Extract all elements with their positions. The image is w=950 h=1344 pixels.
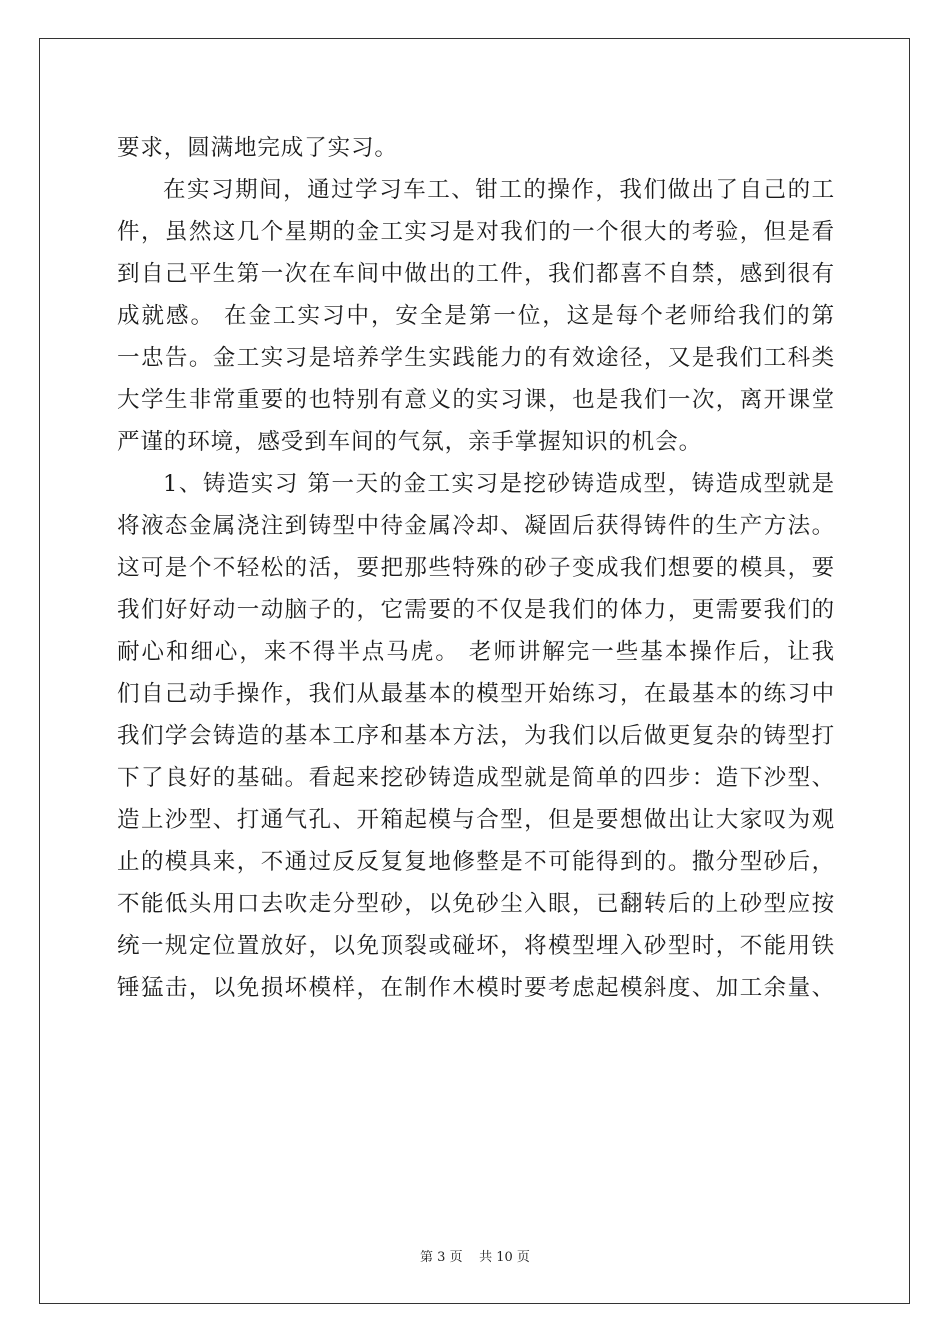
text-line: 耐心和细心，来不得半点马虎。 老师讲解完一些基本操作后，让我 — [117, 639, 835, 665]
text-line: 将液态金属浇注到铸型中待金属冷却、凝固后获得铸件的生产方法。 — [117, 513, 835, 539]
text-line: 这可是个不轻松的活，要把那些特殊的砂子变成我们想要的模具，要 — [117, 555, 835, 581]
text-line: 要求，圆满地完成了实习。 — [117, 135, 398, 161]
text-line: 大学生非常重要的也特别有意义的实习课，也是我们一次，离开课堂 — [117, 387, 835, 413]
text-line: 不能低头用口去吹走分型砂，以免砂尘入眼，已翻转后的上砂型应按 — [117, 891, 835, 917]
page-footer — [0, 1246, 950, 1265]
text-line: 到自己平生第一次在车间中做出的工件，我们都喜不自禁，感到很有 — [117, 261, 835, 287]
text-line: 严谨的环境，感受到车间的气氛，亲手掌握知识的机会。 — [117, 429, 703, 455]
text-line: 锤猛击，以免损坏模样，在制作木模时要考虑起模斜度、加工余量、 — [117, 975, 835, 1001]
text-line: 们自己动手操作，我们从最基本的模型开始练习，在最基本的练习中 — [117, 681, 835, 707]
text-line: 我们好好动一动脑子的，它需要的不仅是我们的体力，更需要我们的 — [117, 597, 835, 623]
text-line: 成就感。 在金工实习中，安全是第一位，这是每个老师给我们的第 — [117, 303, 835, 329]
text-line: 止的模具来，不通过反反复复地修整是不可能得到的。撒分型砂后， — [117, 849, 835, 875]
text-line: 1、铸造实习 第一天的金工实习是挖砂铸造成型，铸造成型就是 — [163, 471, 835, 497]
text-line: 在实习期间，通过学习车工、钳工的操作，我们做出了自己的工 — [163, 177, 835, 203]
page-total: 共 10 页 — [479, 1250, 530, 1265]
text-line: 统一规定位置放好，以免顶裂或碰坏，将模型埋入砂型时，不能用铁 — [117, 933, 835, 959]
text-line: 一忠告。金工实习是培养学生实践能力的有效途径，又是我们工科类 — [117, 345, 835, 371]
page-number: 第 3 页 — [420, 1250, 463, 1265]
text-line: 下了良好的基础。看起来挖砂铸造成型就是简单的四步：造下沙型、 — [117, 765, 835, 791]
document-body — [117, 127, 835, 1009]
text-line: 造上沙型、打通气孔、开箱起模与合型，但是要想做出让大家叹为观 — [117, 807, 835, 833]
text-line: 件，虽然这几个星期的金工实习是对我们的一个很大的考验，但是看 — [117, 219, 835, 245]
text-line: 我们学会铸造的基本工序和基本方法，为我们以后做更复杂的铸型打 — [117, 723, 835, 749]
